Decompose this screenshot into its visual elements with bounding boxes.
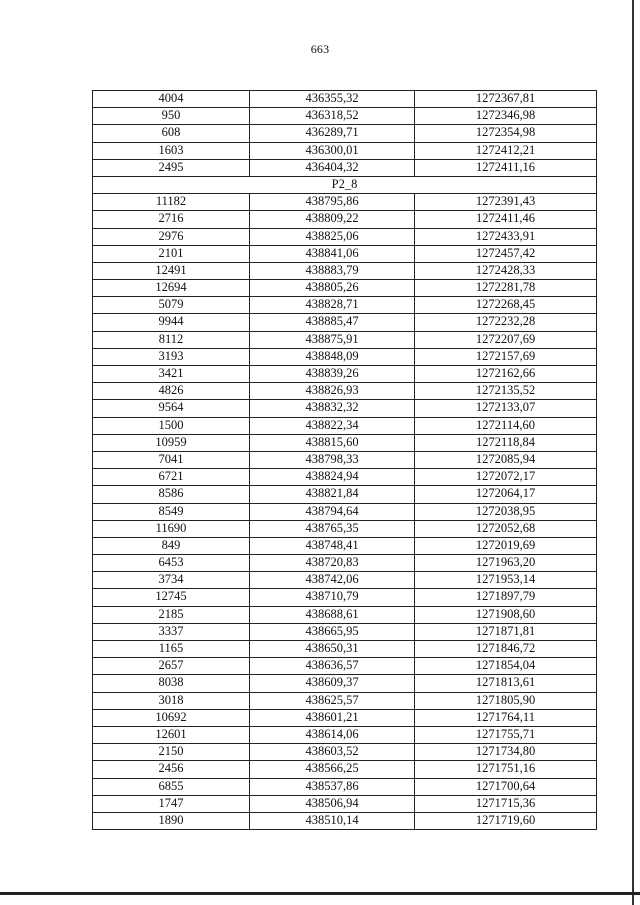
- table-row: [93, 417, 597, 434]
- x-coordinate-cell: 438510,14: [250, 812, 415, 829]
- point-number-cell: 1603: [93, 142, 250, 159]
- table-row: [93, 314, 597, 331]
- table-row: [93, 366, 597, 383]
- point-number-cell: 1500: [93, 417, 250, 434]
- y-coordinate-cell: 1272457,42: [415, 245, 597, 262]
- y-coordinate-cell: 1272133,07: [415, 400, 597, 417]
- table-row: [93, 641, 597, 658]
- table-row: [93, 159, 597, 176]
- point-number-cell: 849: [93, 537, 250, 554]
- point-number-cell: 5079: [93, 297, 250, 314]
- point-number-cell: 4004: [93, 91, 250, 108]
- y-coordinate-cell: 1272114,60: [415, 417, 597, 434]
- page-number: 663: [310, 42, 330, 56]
- table-row: [93, 726, 597, 743]
- table-row: [93, 658, 597, 675]
- point-number-cell: 1890: [93, 812, 250, 829]
- x-coordinate-cell: 438765,35: [250, 520, 415, 537]
- y-coordinate-cell: 1272157,69: [415, 348, 597, 365]
- x-coordinate-cell: 438566,25: [250, 761, 415, 778]
- table-row: [93, 469, 597, 486]
- table-group-1: [93, 91, 597, 177]
- table-row: [93, 245, 597, 262]
- point-number-cell: 2495: [93, 159, 250, 176]
- table-row: [93, 572, 597, 589]
- table-row: [93, 555, 597, 572]
- x-coordinate-cell: 438822,34: [250, 417, 415, 434]
- x-coordinate-cell: 438688,61: [250, 606, 415, 623]
- y-coordinate-cell: 1272162,66: [415, 366, 597, 383]
- table-row: [93, 142, 597, 159]
- point-number-cell: 7041: [93, 451, 250, 468]
- x-coordinate-cell: 436300,01: [250, 142, 415, 159]
- y-coordinate-cell: 1272433,91: [415, 228, 597, 245]
- y-coordinate-cell: 1271871,81: [415, 623, 597, 640]
- table-row: [93, 795, 597, 812]
- y-coordinate-cell: 1271719,60: [415, 812, 597, 829]
- x-coordinate-cell: 438609,37: [250, 675, 415, 692]
- x-coordinate-cell: 438875,91: [250, 331, 415, 348]
- point-number-cell: 3337: [93, 623, 250, 640]
- table-row: [93, 589, 597, 606]
- y-coordinate-cell: 1272412,21: [415, 142, 597, 159]
- y-coordinate-cell: 1272019,69: [415, 537, 597, 554]
- x-coordinate-cell: 438839,26: [250, 366, 415, 383]
- y-coordinate-cell: 1272411,16: [415, 159, 597, 176]
- x-coordinate-cell: 436355,32: [250, 91, 415, 108]
- y-coordinate-cell: 1271764,11: [415, 709, 597, 726]
- y-coordinate-cell: 1272038,95: [415, 503, 597, 520]
- x-coordinate-cell: 438537,86: [250, 778, 415, 795]
- table-row: [93, 194, 597, 211]
- table-row: [93, 623, 597, 640]
- y-coordinate-cell: 1272064,17: [415, 486, 597, 503]
- y-coordinate-cell: 1271700,64: [415, 778, 597, 795]
- y-coordinate-cell: 1272052,68: [415, 520, 597, 537]
- x-coordinate-cell: 438603,52: [250, 744, 415, 761]
- x-coordinate-cell: 436404,32: [250, 159, 415, 176]
- x-coordinate-cell: 438625,57: [250, 692, 415, 709]
- x-coordinate-cell: 438506,94: [250, 795, 415, 812]
- y-coordinate-cell: 1271854,04: [415, 658, 597, 675]
- table-group-2: [93, 194, 597, 830]
- table-row: [93, 761, 597, 778]
- y-coordinate-cell: 1272135,52: [415, 383, 597, 400]
- point-number-cell: 2185: [93, 606, 250, 623]
- table-row: [93, 537, 597, 554]
- coordinates-table: [92, 90, 597, 830]
- point-number-cell: 10692: [93, 709, 250, 726]
- table-row: [93, 812, 597, 829]
- table-row: [93, 348, 597, 365]
- table-row: [93, 383, 597, 400]
- section-label: P2_8: [93, 176, 597, 193]
- y-coordinate-cell: 1272354,98: [415, 125, 597, 142]
- table-row: [93, 280, 597, 297]
- x-coordinate-cell: 438824,94: [250, 469, 415, 486]
- point-number-cell: 10959: [93, 434, 250, 451]
- table-row: [93, 331, 597, 348]
- y-coordinate-cell: 1271813,61: [415, 675, 597, 692]
- point-number-cell: 12491: [93, 262, 250, 279]
- table-row: [93, 520, 597, 537]
- y-coordinate-cell: 1272268,45: [415, 297, 597, 314]
- point-number-cell: 3421: [93, 366, 250, 383]
- y-coordinate-cell: 1271715,36: [415, 795, 597, 812]
- point-number-cell: 12601: [93, 726, 250, 743]
- y-coordinate-cell: 1271751,16: [415, 761, 597, 778]
- y-coordinate-cell: 1272085,94: [415, 451, 597, 468]
- point-number-cell: 12694: [93, 280, 250, 297]
- y-coordinate-cell: 1271908,60: [415, 606, 597, 623]
- table-row: [93, 503, 597, 520]
- point-number-cell: 2976: [93, 228, 250, 245]
- x-coordinate-cell: 436318,52: [250, 108, 415, 125]
- point-number-cell: 2716: [93, 211, 250, 228]
- point-number-cell: 8586: [93, 486, 250, 503]
- point-number-cell: 2456: [93, 761, 250, 778]
- x-coordinate-cell: 438636,57: [250, 658, 415, 675]
- point-number-cell: 11690: [93, 520, 250, 537]
- point-number-cell: 4826: [93, 383, 250, 400]
- point-number-cell: 11182: [93, 194, 250, 211]
- point-number-cell: 1747: [93, 795, 250, 812]
- x-coordinate-cell: 438795,86: [250, 194, 415, 211]
- x-coordinate-cell: 438650,31: [250, 641, 415, 658]
- x-coordinate-cell: 438794,64: [250, 503, 415, 520]
- x-coordinate-cell: 438883,79: [250, 262, 415, 279]
- point-number-cell: 2150: [93, 744, 250, 761]
- x-coordinate-cell: 438710,79: [250, 589, 415, 606]
- point-number-cell: 3193: [93, 348, 250, 365]
- point-number-cell: 3018: [93, 692, 250, 709]
- x-coordinate-cell: 438848,09: [250, 348, 415, 365]
- y-coordinate-cell: 1272232,28: [415, 314, 597, 331]
- point-number-cell: 6453: [93, 555, 250, 572]
- table-row: [93, 778, 597, 795]
- y-coordinate-cell: 1271897,79: [415, 589, 597, 606]
- x-coordinate-cell: 438821,84: [250, 486, 415, 503]
- table-row: [93, 125, 597, 142]
- point-number-cell: 3734: [93, 572, 250, 589]
- page-edge-line: [632, 0, 634, 905]
- x-coordinate-cell: 438832,32: [250, 400, 415, 417]
- table-section-header: [93, 176, 597, 193]
- page-bottom-bar: [0, 892, 640, 895]
- table-row: [93, 297, 597, 314]
- point-number-cell: 8549: [93, 503, 250, 520]
- point-number-cell: 6721: [93, 469, 250, 486]
- y-coordinate-cell: 1271755,71: [415, 726, 597, 743]
- point-number-cell: 1165: [93, 641, 250, 658]
- y-coordinate-cell: 1271734,80: [415, 744, 597, 761]
- y-coordinate-cell: 1271846,72: [415, 641, 597, 658]
- point-number-cell: 8112: [93, 331, 250, 348]
- x-coordinate-cell: 438841,06: [250, 245, 415, 262]
- x-coordinate-cell: 438748,41: [250, 537, 415, 554]
- table-row: [93, 486, 597, 503]
- y-coordinate-cell: 1271805,90: [415, 692, 597, 709]
- table-row: [93, 451, 597, 468]
- y-coordinate-cell: 1272367,81: [415, 91, 597, 108]
- point-number-cell: 2101: [93, 245, 250, 262]
- table-row: [93, 228, 597, 245]
- x-coordinate-cell: 438828,71: [250, 297, 415, 314]
- table-row: [93, 262, 597, 279]
- y-coordinate-cell: 1272411,46: [415, 211, 597, 228]
- point-number-cell: 6855: [93, 778, 250, 795]
- point-number-cell: 8038: [93, 675, 250, 692]
- table-row: [93, 675, 597, 692]
- x-coordinate-cell: 438809,22: [250, 211, 415, 228]
- point-number-cell: 950: [93, 108, 250, 125]
- table-row: [93, 211, 597, 228]
- y-coordinate-cell: 1271953,14: [415, 572, 597, 589]
- point-number-cell: 12745: [93, 589, 250, 606]
- section-row: [93, 176, 597, 193]
- table-row: [93, 709, 597, 726]
- point-number-cell: 2657: [93, 658, 250, 675]
- x-coordinate-cell: 438665,95: [250, 623, 415, 640]
- x-coordinate-cell: 438825,06: [250, 228, 415, 245]
- x-coordinate-cell: 438601,21: [250, 709, 415, 726]
- table-row: [93, 692, 597, 709]
- table-row: [93, 606, 597, 623]
- y-coordinate-cell: 1271963,20: [415, 555, 597, 572]
- x-coordinate-cell: 438720,83: [250, 555, 415, 572]
- table-row: [93, 108, 597, 125]
- y-coordinate-cell: 1272207,69: [415, 331, 597, 348]
- y-coordinate-cell: 1272428,33: [415, 262, 597, 279]
- y-coordinate-cell: 1272346,98: [415, 108, 597, 125]
- table-row: [93, 744, 597, 761]
- point-number-cell: 9564: [93, 400, 250, 417]
- x-coordinate-cell: 438815,60: [250, 434, 415, 451]
- x-coordinate-cell: 438826,93: [250, 383, 415, 400]
- x-coordinate-cell: 438614,06: [250, 726, 415, 743]
- table-row: [93, 91, 597, 108]
- point-number-cell: 608: [93, 125, 250, 142]
- y-coordinate-cell: 1272118,84: [415, 434, 597, 451]
- x-coordinate-cell: 438805,26: [250, 280, 415, 297]
- x-coordinate-cell: 438742,06: [250, 572, 415, 589]
- table-row: [93, 434, 597, 451]
- x-coordinate-cell: 436289,71: [250, 125, 415, 142]
- x-coordinate-cell: 438798,33: [250, 451, 415, 468]
- point-number-cell: 9944: [93, 314, 250, 331]
- y-coordinate-cell: 1272391,43: [415, 194, 597, 211]
- x-coordinate-cell: 438885,47: [250, 314, 415, 331]
- y-coordinate-cell: 1272072,17: [415, 469, 597, 486]
- y-coordinate-cell: 1272281,78: [415, 280, 597, 297]
- table-row: [93, 400, 597, 417]
